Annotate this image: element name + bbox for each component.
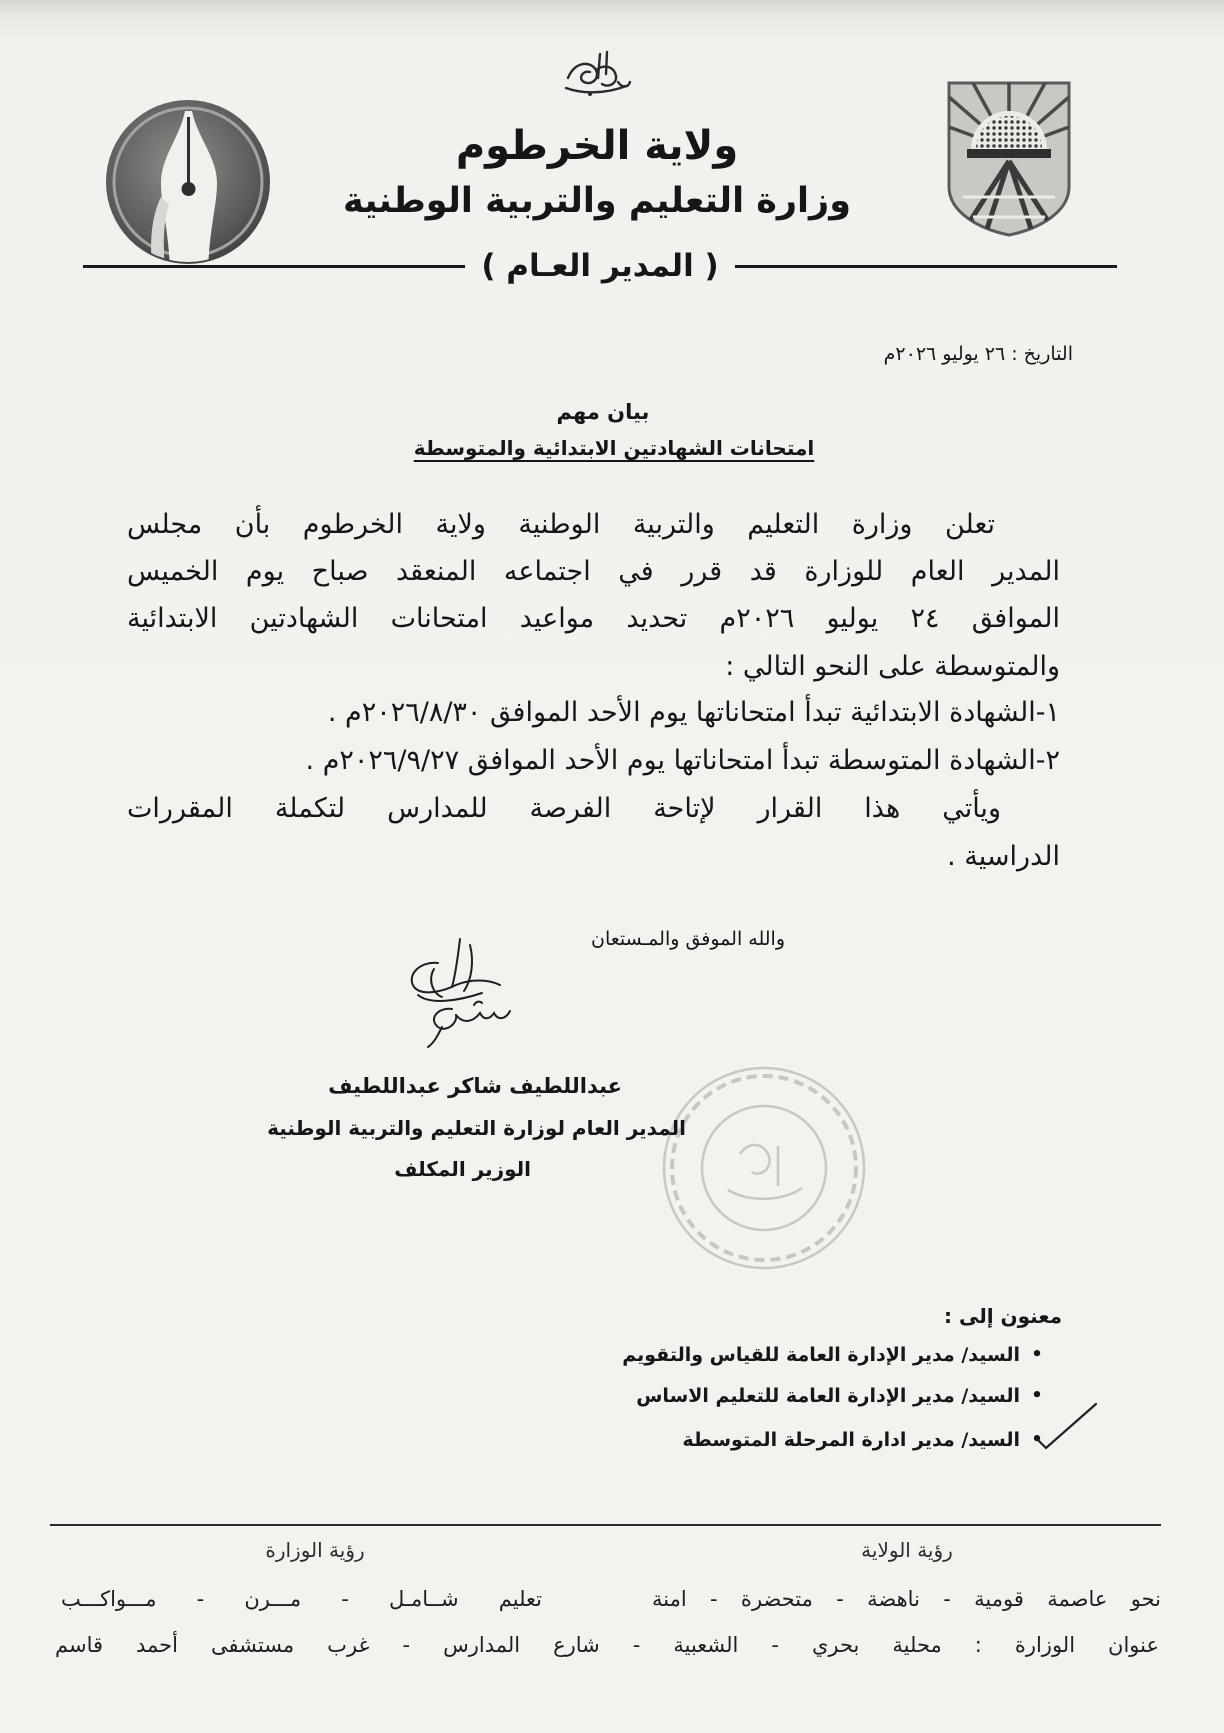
official-round-stamp [658, 1062, 870, 1274]
bullet-icon: • [1031, 1385, 1043, 1406]
office-divider [83, 243, 1117, 289]
footer-divider [50, 1524, 1161, 1526]
document-date: التاريخ : ٢٦ يوليو ٢٠٢٦م [883, 343, 1073, 365]
bullet-icon: • [1031, 1429, 1043, 1450]
bullet-icon: • [1031, 1344, 1043, 1365]
divider-line [83, 265, 465, 268]
check-mark-icon [1030, 1398, 1102, 1456]
divider-line [735, 265, 1117, 268]
ministry-vision-text: تعليم شــامـل - مـــرن - مـــواكـــب [61, 1587, 542, 1611]
ministry-address: عنوان الوزارة : محلية بحري - الشعبية - شارع المدارس - غرب مستشفى أحمد قاسم [55, 1633, 1159, 1657]
state-vision-text: نحو عاصمة قومية - ناهضة - متحضرة - امنة [652, 1587, 1161, 1611]
handwritten-signature [398, 935, 522, 1050]
exam-date-item: ١-الشهادة الابتدائية تبدأ امتحاناتها يوم الأحد الموافق ٢٠٢٦/٨/٣٠م . [327, 697, 1060, 728]
closing-phrase: والله الموفق والمـستعان [591, 928, 785, 950]
recipient-text: السيد/ مدير الإدارة العامة للتعليم الاساس [636, 1385, 1020, 1407]
recipient-item [682, 1424, 1054, 1456]
recipient-text: السيد/ مدير الإدارة العامة للقياس والتقويم [622, 1344, 1020, 1366]
ministry-name: وزارة التعليم والتربية الوطنية [343, 181, 851, 221]
office-title: ( المدير العـام ) [481, 248, 719, 284]
recipient-item [636, 1380, 1054, 1412]
addressed-to-label: معنون إلى : [944, 1304, 1062, 1328]
state-vision-label: رؤية الولاية [861, 1538, 953, 1562]
statement-subject-text: امتحانات الشهادتين الابتدائية والمتوسطة [413, 436, 815, 460]
body-line: الدراسية . [947, 841, 1060, 872]
khartoum-state-emblem-icon [943, 77, 1075, 238]
state-name: ولاية الخرطوم [455, 123, 739, 169]
bismillah-calligraphy-icon [560, 48, 632, 102]
body-line: ويأتي هذا القرار لإتاحة الفرصة للمدارس لتكملة المقررات [127, 793, 1001, 824]
statement-title: بيان مهم [556, 400, 650, 424]
recipient-text: السيد/ مدير ادارة المرحلة المتوسطة [682, 1429, 1020, 1451]
recipient-item [622, 1339, 1054, 1371]
signatory-name: عبداللطيف شاكر عبداللطيف [328, 1074, 622, 1098]
exam-date-item: ٢-الشهادة المتوسطة تبدأ امتحاناتها يوم الأحد الموافق ٢٠٢٦/٩/٢٧م . [305, 745, 1060, 776]
statement-subject [364, 432, 864, 464]
signatory-position: المدير العام لوزارة التعليم والتربية الوطنية [267, 1116, 686, 1140]
body-line: والمتوسطة على النحو التالي : [725, 651, 1060, 682]
body-line: الموافق ٢٤ يوليو ٢٠٢٦م تحديد مواعيد امتحانات الشهادتين الابتدائية [127, 603, 1061, 634]
body-line: تعلن وزارة التعليم والتربية الوطنية ولاية الخرطوم بأن مجلس [127, 509, 995, 540]
signatory-title: الوزير المكلف [394, 1157, 531, 1181]
ministry-vision-label: رؤية الوزارة [265, 1538, 365, 1562]
body-line: المدير العام للوزارة قد قرر في اجتماعه المنعقد صباح يوم الخميس [127, 556, 1060, 587]
